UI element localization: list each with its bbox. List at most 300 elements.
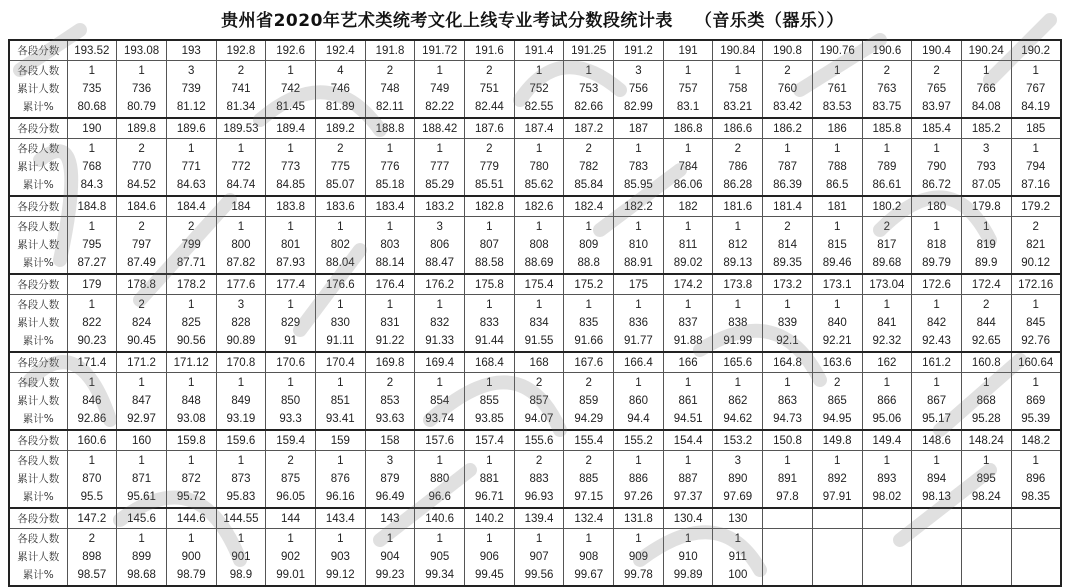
count-value: 1 [684,221,692,233]
count-value: 2 [287,455,294,467]
detail-cell [713,295,763,353]
detail-cell [315,295,365,353]
detail-cell [514,217,564,275]
cumulative-value: 841 [877,317,897,329]
count-value: 1 [1032,143,1039,155]
score-cell: 188.8 [365,118,415,139]
score-cell: 177.4 [266,274,316,295]
row-label-count: 各段人数 [17,299,60,311]
count-value: 1 [287,221,294,233]
count-value: 1 [188,299,195,311]
cumulative-value: 894 [926,473,947,485]
detail-cell [663,373,713,431]
detail-cell [117,295,167,353]
cumulative-value: 760 [777,83,798,95]
percent-value: 99.78 [624,569,653,581]
percent-value: 98.9 [229,569,253,581]
percent-value: 92.21 [822,335,852,347]
count-value: 1 [436,455,443,467]
cumulative-value: 758 [728,83,748,95]
count-value: 1 [635,299,642,311]
count-value: 1 [833,65,841,77]
percent-value: 96.49 [375,491,405,503]
percent-value: 83.21 [723,101,753,113]
score-row [9,118,1061,139]
score-cell [1011,508,1061,529]
count-value: 1 [88,377,96,389]
cumulative-value: 770 [131,161,152,173]
score-cell: 191.2 [614,40,664,61]
score-cell: 190.4 [912,40,962,61]
detail-cell [266,529,316,587]
score-cell: 189.53 [216,118,266,139]
cumulative-value: 851 [330,395,350,407]
cumulative-value: 896 [1026,473,1046,485]
row-label-percent: 累计% [22,101,54,113]
percent-value: 99.12 [325,569,355,581]
detail-cell [514,295,564,353]
row-label-cumulative: 累计人数 [17,239,60,251]
count-value: 1 [585,65,592,77]
score-cell: 189.6 [166,118,216,139]
percent-value: 89.79 [922,257,951,269]
row-label-percent: 累计% [22,413,54,425]
percent-value: 85.84 [574,179,604,191]
cumulative-value: 799 [181,239,201,251]
count-value: 2 [883,221,891,233]
percent-value: 94.4 [627,413,650,425]
score-cell: 149.4 [862,430,912,451]
score-cell: 175.4 [514,274,564,295]
score-block [9,352,1061,430]
cumulative-value: 821 [1026,239,1046,251]
detail-cell [465,139,515,197]
percent-value: 100 [728,569,748,581]
cumulative-value: 783 [628,161,648,173]
cumulative-value: 815 [827,239,847,251]
count-value: 1 [1032,65,1039,77]
detail-cell [614,529,664,587]
count-value: 2 [585,377,592,389]
percent-value: 88.91 [624,257,653,269]
score-block [9,430,1061,508]
cumulative-value: 872 [181,473,201,485]
count-value: 1 [734,65,741,77]
percent-value: 98.79 [176,569,206,581]
cumulative-value: 807 [479,239,499,251]
detail-cell [415,451,465,509]
score-cell: 178.8 [117,274,167,295]
score-cell: 191.6 [465,40,515,61]
percent-value: 97.91 [822,491,852,503]
percent-value: 96.05 [276,491,305,503]
count-value: 2 [138,221,145,233]
detail-cell [67,529,117,587]
cumulative-value: 899 [131,551,152,563]
row-label-cumulative: 累计人数 [17,395,60,407]
score-cell: 148.2 [1011,430,1061,451]
detail-cell [415,295,465,353]
detail-cell [465,529,515,587]
percent-value: 82.66 [574,101,604,113]
cumulative-value: 862 [728,395,748,407]
count-value: 1 [188,377,195,389]
score-cell: 159 [315,430,365,451]
detail-row [9,295,1061,353]
detail-cell [961,139,1011,197]
cumulative-value: 835 [579,317,599,329]
percent-value: 93.19 [226,413,256,425]
score-cell: 174.2 [663,274,713,295]
percent-value: 90.56 [176,335,206,347]
cumulative-value: 834 [529,317,549,329]
page-title [0,6,1065,31]
cumulative-value: 842 [926,317,947,329]
row-label-score: 各段分数 [9,40,67,61]
percent-value: 95.28 [971,413,1001,425]
score-cell: 167.6 [564,352,614,373]
count-value: 1 [287,65,294,77]
count-value: 1 [883,455,891,467]
detail-cell [961,373,1011,431]
percent-value: 91.44 [474,335,504,347]
cumulative-value: 814 [777,239,798,251]
detail-cell [266,295,316,353]
score-row [9,352,1061,373]
score-cell: 169.8 [365,352,415,373]
percent-value: 92.65 [971,335,1001,347]
cumulative-value: 824 [131,317,152,329]
cumulative-value: 833 [479,317,499,329]
percent-value: 81.45 [276,101,305,113]
score-cell: 175.2 [564,274,614,295]
score-cell: 173.1 [812,274,862,295]
detail-cell [514,529,564,587]
count-value: 1 [784,299,791,311]
count-value: 1 [933,299,940,311]
cumulative-value: 775 [330,161,350,173]
cumulative-value: 763 [877,83,897,95]
detail-cell [614,217,664,275]
percent-value: 86.39 [773,179,802,191]
percent-value: 82.99 [624,101,653,113]
percent-value: 95.17 [922,413,951,425]
count-value: 1 [88,65,96,77]
count-value: 2 [486,65,493,77]
detail-cell [166,373,216,431]
cumulative-value: 793 [976,161,996,173]
percent-value: 85.29 [425,179,455,191]
count-value: 2 [535,455,543,467]
detail-cell [117,139,167,197]
count-value: 1 [535,65,543,77]
cumulative-value: 741 [231,83,251,95]
percent-value: 99.01 [276,569,305,581]
percent-value: 98.13 [922,491,951,503]
detail-cell [862,61,912,119]
detail-cell [763,217,813,275]
cumulative-value: 887 [678,473,698,485]
score-cell: 171.4 [67,352,117,373]
cumulative-value: 865 [827,395,847,407]
count-value: 3 [983,143,990,155]
count-value: 1 [585,299,592,311]
detail-cell [564,451,614,509]
count-value: 1 [734,533,741,545]
percent-value: 93.74 [425,413,455,425]
cumulative-value: 839 [777,317,798,329]
percent-value: 91.66 [574,335,604,347]
percent-value: 84.63 [176,179,206,191]
detail-cell [266,217,316,275]
percent-value: 92.32 [872,335,902,347]
score-cell: 149.8 [812,430,862,451]
percent-value: 88.04 [325,257,355,269]
percent-value: 87.16 [1021,179,1051,191]
count-value: 1 [486,455,493,467]
score-cell: 182.4 [564,196,614,217]
row-label-count: 各段人数 [17,143,60,155]
score-cell: 176.4 [365,274,415,295]
score-cell: 190.84 [713,40,763,61]
detail-cell [67,139,117,197]
cumulative-value: 908 [579,551,599,563]
count-value: 2 [486,143,493,155]
cumulative-value: 870 [82,473,102,485]
count-value: 1 [983,377,990,389]
detail-cell [315,529,365,587]
percent-value: 82.55 [524,101,554,113]
count-value: 1 [734,377,741,389]
percent-value: 90.89 [226,335,256,347]
cumulative-value: 786 [728,161,748,173]
score-cell: 183.4 [365,196,415,217]
detail-cell [315,451,365,509]
percent-value: 81.12 [176,101,206,113]
detail-cell [465,295,515,353]
score-cell: 173.8 [713,274,763,295]
detail-cell [67,451,117,509]
count-value: 2 [337,143,344,155]
count-value: 2 [138,299,145,311]
cumulative-value: 809 [579,239,599,251]
detail-cell [1011,295,1061,353]
percent-value: 85.62 [524,179,554,191]
score-cell [961,508,1011,529]
count-value: 1 [486,533,493,545]
cumulative-value: 881 [479,473,499,485]
row-label-score: 各段分数 [9,508,67,529]
cumulative-value: 910 [678,551,698,563]
count-value: 1 [635,377,642,389]
score-cell [912,508,962,529]
score-cell: 190.76 [812,40,862,61]
score-cell: 159.8 [166,430,216,451]
cumulative-value: 748 [380,83,400,95]
percent-value: 91 [284,335,297,347]
percent-value: 87.93 [276,257,305,269]
score-cell [763,508,813,529]
count-value: 1 [287,299,294,311]
row-labels-detail [9,529,67,587]
percent-value: 86.5 [825,179,849,191]
row-label-count: 各段人数 [17,533,60,545]
cumulative-value: 902 [281,551,301,563]
percent-value: 90.12 [1021,257,1051,269]
detail-cell [365,295,415,353]
row-label-cumulative: 累计人数 [17,161,60,173]
percent-value: 98.02 [872,491,902,503]
percent-value: 94.73 [773,413,802,425]
score-cell: 185.2 [961,118,1011,139]
detail-cell [117,529,167,587]
percent-value: 87.05 [971,179,1001,191]
detail-cell [365,139,415,197]
cumulative-value: 867 [926,395,947,407]
detail-cell [862,451,912,509]
score-cell: 190.6 [862,40,912,61]
count-value: 1 [833,221,841,233]
percent-value: 91.22 [375,335,405,347]
count-value: 1 [436,143,443,155]
score-cell: 182.6 [514,196,564,217]
cumulative-value: 898 [82,551,102,563]
detail-row [9,529,1061,587]
count-value: 1 [486,299,493,311]
percent-value: 97.69 [723,491,753,503]
percent-value: 84.3 [80,179,104,191]
score-cell: 190.2 [1011,40,1061,61]
cumulative-value: 846 [82,395,102,407]
row-label-count: 各段人数 [17,65,60,77]
cumulative-value: 850 [281,395,301,407]
detail-cell [862,295,912,353]
score-cell: 193 [166,40,216,61]
score-cell: 181.6 [713,196,763,217]
count-value: 1 [933,377,940,389]
detail-cell [465,373,515,431]
score-cell: 173.04 [862,274,912,295]
cumulative-value: 900 [181,551,201,563]
count-value: 1 [1032,299,1039,311]
score-cell: 189.4 [266,118,316,139]
percent-value: 88.58 [474,257,504,269]
cumulative-value: 869 [1026,395,1046,407]
score-cell: 147.2 [67,508,117,529]
score-cell: 192.6 [266,40,316,61]
cumulative-value: 879 [380,473,400,485]
percent-value: 91.55 [524,335,554,347]
row-label-cumulative: 累计人数 [17,551,60,563]
count-value: 1 [535,143,543,155]
score-cell: 159.6 [216,430,266,451]
detail-cell [365,529,415,587]
count-value: 2 [585,143,592,155]
detail-cell [216,139,266,197]
percent-value: 92.1 [776,335,799,347]
cumulative-value: 819 [976,239,996,251]
row-labels-detail [9,217,67,275]
count-value: 1 [436,299,443,311]
percent-value: 98.24 [971,491,1001,503]
cumulative-value: 788 [827,161,847,173]
detail-cell [216,451,266,509]
detail-cell [1011,217,1061,275]
score-cell: 171.2 [117,352,167,373]
percent-value: 94.29 [574,413,604,425]
score-cell: 140.2 [465,508,515,529]
detail-cell [1011,529,1061,587]
cumulative-value: 787 [777,161,798,173]
score-cell: 160.8 [961,352,1011,373]
score-cell: 170.6 [266,352,316,373]
score-cell: 155.6 [514,430,564,451]
count-value: 2 [88,533,96,545]
score-cell: 168.4 [465,352,515,373]
detail-cell [812,529,862,587]
detail-cell [166,451,216,509]
score-cell: 144.55 [216,508,266,529]
detail-cell [67,295,117,353]
cumulative-value: 822 [82,317,102,329]
percent-value: 82.11 [376,101,404,113]
count-value: 1 [635,533,642,545]
score-cell: 143 [365,508,415,529]
score-cell: 182.8 [465,196,515,217]
detail-cell [166,61,216,119]
detail-cell [365,217,415,275]
cumulative-value: 735 [82,83,102,95]
score-cell: 186.2 [763,118,813,139]
score-cell: 172.4 [961,274,1011,295]
score-cell: 175.8 [465,274,515,295]
detail-cell [763,61,813,119]
percent-value: 90.45 [127,335,156,347]
score-cell: 178.2 [166,274,216,295]
row-label-cumulative: 累计人数 [17,473,60,485]
count-value: 1 [784,455,791,467]
percent-value: 83.97 [922,101,951,113]
detail-cell [862,217,912,275]
cumulative-value: 768 [82,161,102,173]
percent-value: 84.08 [971,101,1001,113]
count-value: 1 [684,143,692,155]
count-value: 1 [287,143,294,155]
cumulative-value: 742 [281,83,301,95]
detail-cell [713,373,763,431]
detail-cell [266,451,316,509]
score-cell: 158 [365,430,415,451]
score-cell: 192.4 [315,40,365,61]
count-value: 1 [337,221,344,233]
cumulative-value: 808 [529,239,549,251]
percent-value: 93.63 [375,413,405,425]
cumulative-value: 840 [827,317,847,329]
score-cell: 183.8 [266,196,316,217]
count-value: 1 [535,533,543,545]
count-value: 1 [188,143,195,155]
count-value: 1 [88,455,96,467]
percent-value: 83.75 [872,101,902,113]
detail-cell [117,373,167,431]
row-label-count: 各段人数 [17,221,60,233]
score-cell: 169.4 [415,352,465,373]
detail-cell [812,139,862,197]
score-block [9,196,1061,274]
score-cell: 190 [67,118,117,139]
count-value: 1 [138,65,145,77]
detail-cell [117,61,167,119]
